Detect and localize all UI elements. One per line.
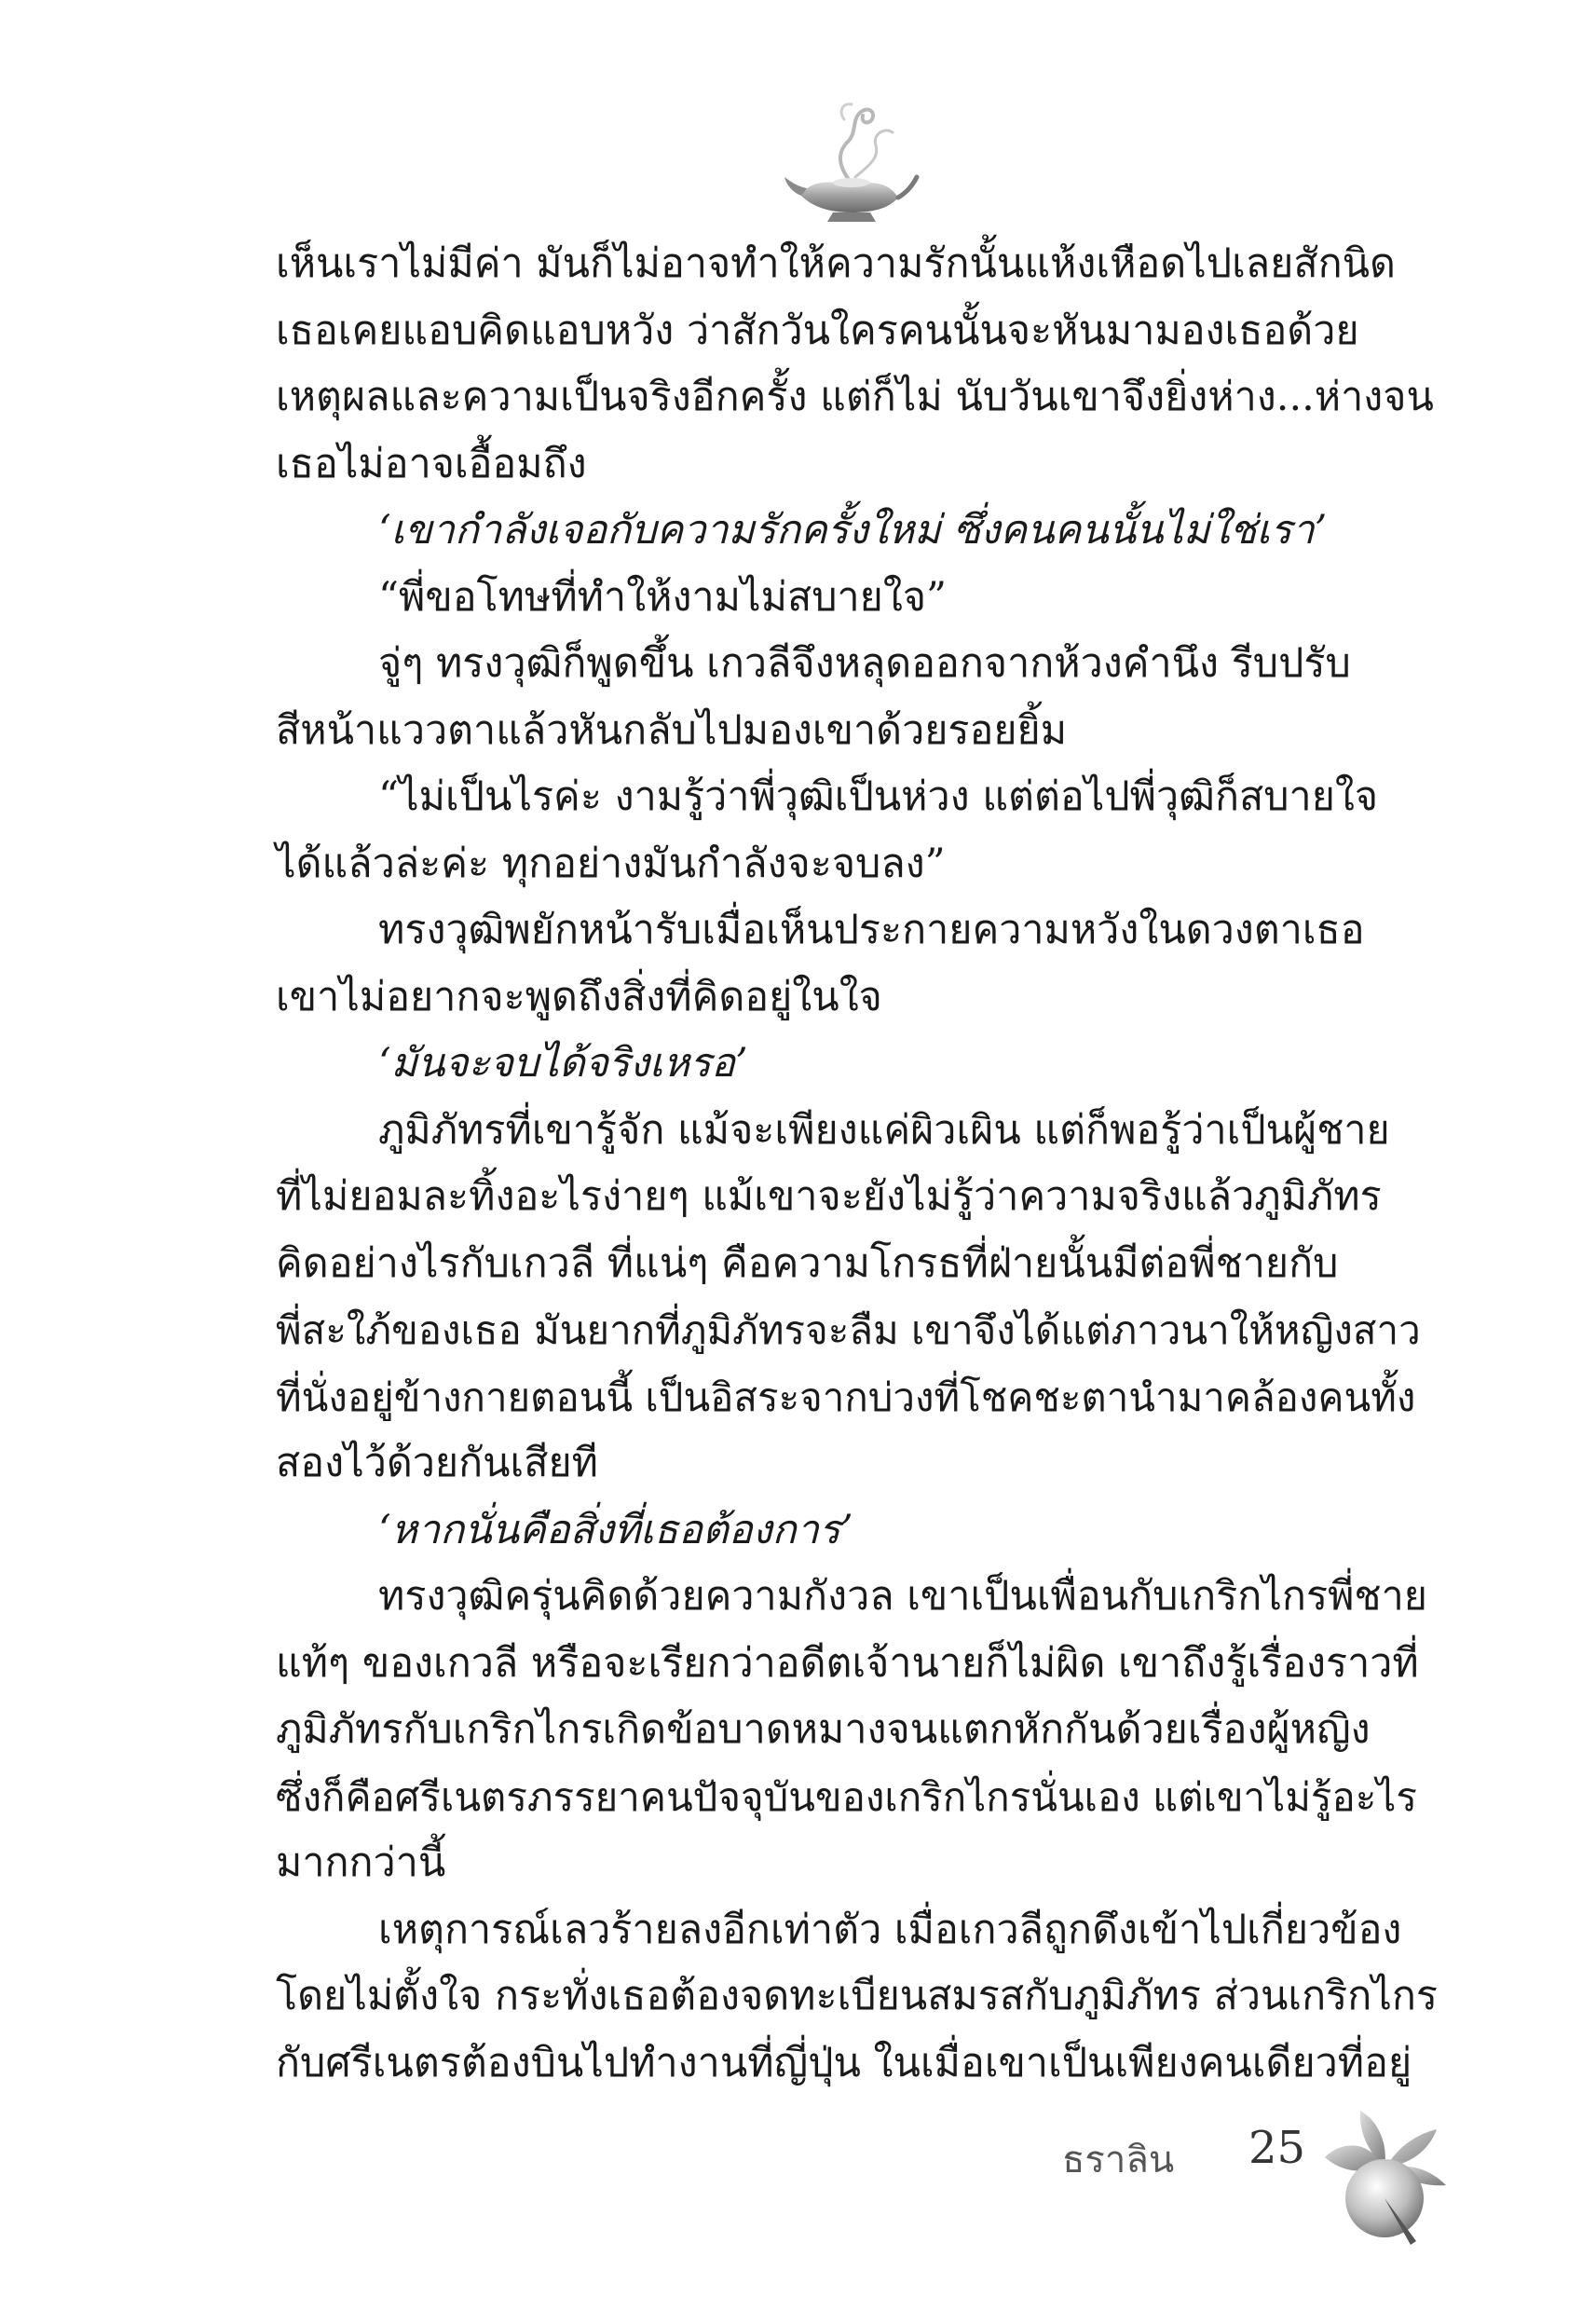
text-line: ‘หากนั่นคือสิ่งที่เธอต้องการ’ xyxy=(378,1506,853,1553)
text-line: ทรงวุฒิครุ่นคิดด้วยความกังวล เขาเป็นเพื่อนกับเกริกไกรพี่ชาย xyxy=(378,1573,1427,1620)
text-line: สีหน้าแววตาแล้วหันกลับไปมองเขาด้วยรอยยิ้ม xyxy=(276,706,1068,754)
text-line: ได้แล้วล่ะค่ะ ทุกอย่างมันกำลังจะจบลง” xyxy=(276,840,946,887)
text-line: “ไม่เป็นไรค่ะ งามรู้ว่าพี่วุฒิเป็นห่วง แต่ต่อไปพี่วุฒิก็สบายใจ xyxy=(378,773,1379,820)
text-line: มากกว่านี้ xyxy=(276,1839,446,1886)
text-line: เธอเคยแอบคิดแอบหวัง ว่าสักวันใครคนนั้นจะหันมามองเธอด้วย xyxy=(276,307,1359,354)
text-line: โดยไม่ตั้งใจ กระทั่งเธอต้องจดทะเบียนสมรสกับภูมิภัทร ส่วนเกริกไกร xyxy=(276,1973,1438,2019)
leaf-sphere-icon xyxy=(1306,2101,1460,2255)
text-line: เธอไม่อาจเอื้อมถึง xyxy=(276,440,587,487)
text-line: เห็นเราไม่มีค่า มันก็ไม่อาจทำให้ความรักนั้นแห้งเหือดไปเลยสักนิด xyxy=(276,240,1396,287)
text-line: ทรงวุฒิพยักหน้ารับเมื่อเห็นประกายความหวังในดวงตาเธอ xyxy=(378,907,1365,953)
text-line: ภูมิภัทรที่เขารู้จัก แม้จะเพียงแค่ผิวเผิน แต่ก็พอรู้ว่าเป็นผู้ชาย xyxy=(378,1106,1390,1154)
page-number: 25 xyxy=(1248,2122,1306,2174)
text-line: เหตุการณ์เลวร้ายลงอีกเท่าตัว เมื่อเกวลีถูกดึงเข้าไปเกี่ยวข้อง xyxy=(378,1906,1402,1953)
text-line: กับศรีเนตรต้องบินไปทำงานที่ญี่ปุ่น ในเมื่อเขาเป็นเพียงคนเดียวที่อยู่ xyxy=(276,2039,1412,2086)
text-line: สองไว้ด้วยกันเสียที xyxy=(276,1440,599,1486)
text-line: แท้ๆ ของเกวลี หรือจะเรียกว่าอดีตเจ้านายก็ไม่ผิด เขาถึงรู้เรื่องราวที่ xyxy=(276,1639,1419,1687)
page-footer xyxy=(1062,2101,1463,2260)
text-line: “พี่ขอโทษที่ทำให้งามไม่สบายใจ” xyxy=(378,573,948,621)
text-line: จู่ๆ ทรงวุฒิก็พูดขึ้น เกวลีจึงหลุดออกจากห้วงคำนึง รีบปรับ xyxy=(378,640,1351,687)
chapter-body-text xyxy=(276,231,1440,2097)
text-line: เขาไม่อยากจะพูดถึงสิ่งที่คิดอยู่ในใจ xyxy=(276,973,882,1020)
text-line: พี่สะใภ้ของเธอ มันยากที่ภูมิภัทรจะลืม เขาจึงได้แต่ภาวนาให้หญิงสาว xyxy=(276,1307,1421,1353)
text-line: ที่ไม่ยอมละทิ้งอะไรง่ายๆ แม้เขาจะยังไม่รู้ว่าความจริงแล้วภูมิภัทร xyxy=(276,1173,1382,1220)
text-line: เหตุผลและความเป็นจริงอีกครั้ง แต่ก็ไม่ นับวันเขาจึงยิ่งห่าง...ห่างจน xyxy=(276,374,1434,420)
text-line: ภูมิภัทรกับเกริกไกรเกิดข้อบาดหมางจนแตกหักกันด้วยเรื่องผู้หญิง xyxy=(276,1706,1371,1753)
running-title: ธราลิน xyxy=(1062,2139,1175,2181)
text-line: ที่นั่งอยู่ข้างกายตอนนี้ เป็นอิสระจากบ่วงที่โชคชะตานำมาคล้องคนทั้ง xyxy=(276,1374,1416,1420)
text-line: ‘เขากำลังเจอกับความรักครั้งใหม่ ซึ่งคนคนนั้นไม่ใช่เรา’ xyxy=(378,507,1328,554)
genie-lamp-icon xyxy=(783,91,922,231)
text-line: ‘มันจะจบได้จริงเหรอ’ xyxy=(378,1040,748,1087)
text-line: คิดอย่างไรกับเกวลี ที่แน่ๆ คือความโกรธที่ฝ่ายนั้นมีต่อพี่ชายกับ xyxy=(276,1239,1339,1287)
text-line: ซึ่งก็คือศรีเนตรภรรยาคนปัจจุบันของเกริกไกรนั่นเอง แต่เขาไม่รู้อะไร xyxy=(276,1773,1417,1820)
